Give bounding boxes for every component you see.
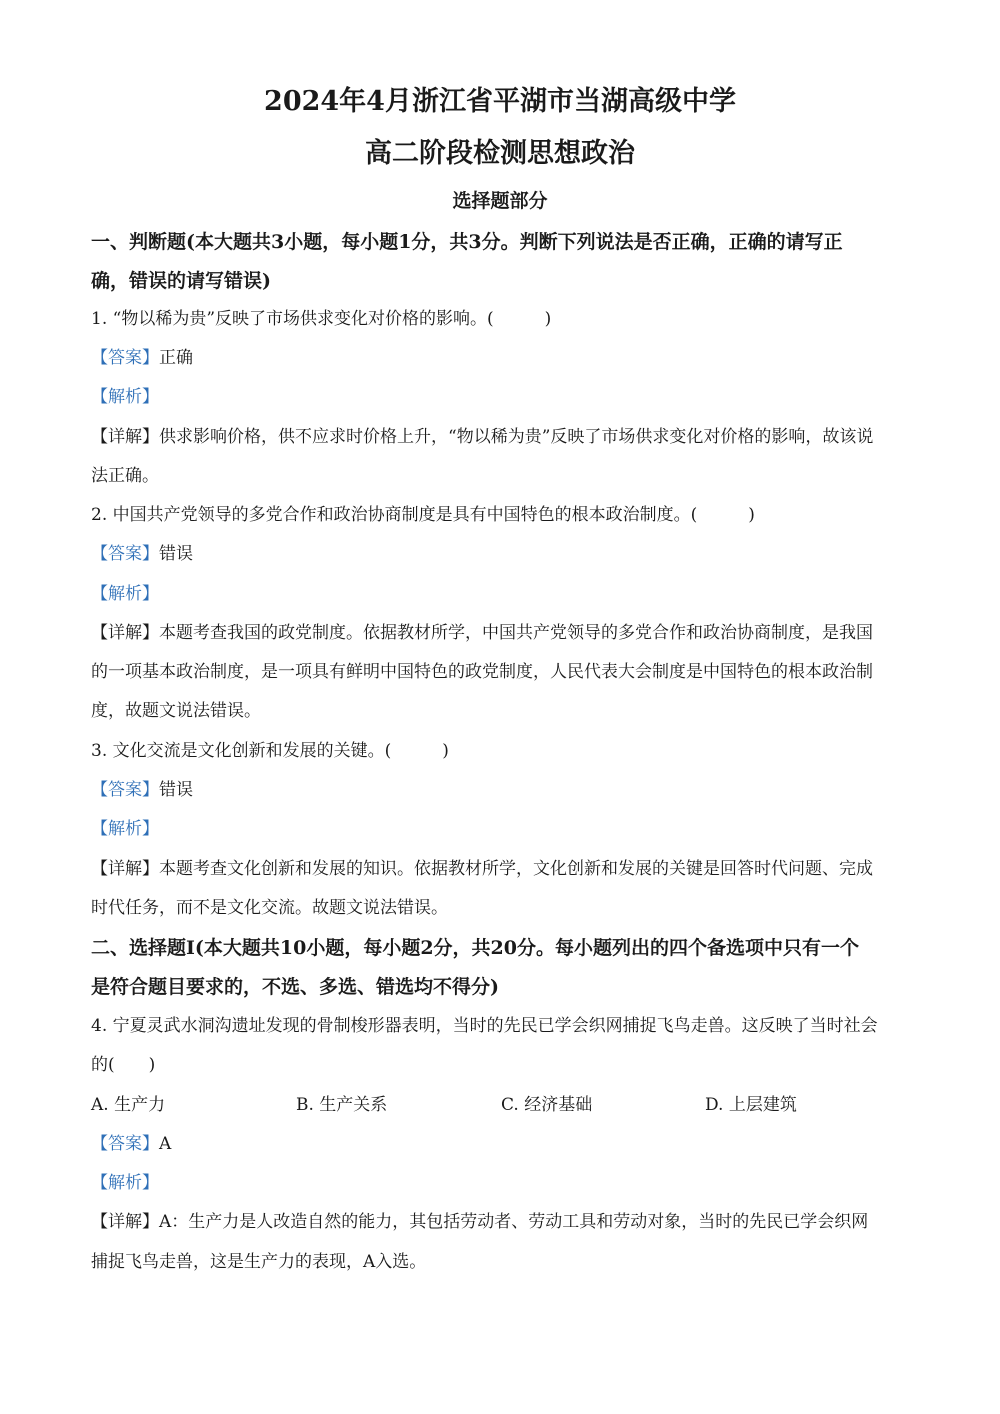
- answer-tag: 【答案】: [91, 1134, 159, 1154]
- q1-detail-text1: 供求影响价格，供不应求时价格上升，“物以稀为贵”反映了市场供求变化对价格的影响，故该说: [159, 427, 874, 447]
- answer-tag: 【答案】: [91, 544, 159, 564]
- q2-question: 2. 中国共产党领导的多党合作和政治协商制度是具有中国特色的根本政治制度。( ): [91, 505, 755, 525]
- section1-heading-line2: 确，错误的请写错误): [91, 270, 271, 292]
- q4-analysis: [91, 1164, 921, 1203]
- analysis-tag: 【解析】: [91, 584, 159, 604]
- section2-heading-line2: 是符合题目要求的，不选、多选、错选均不得分): [91, 976, 499, 998]
- q4-options: [91, 1090, 921, 1120]
- q1-answer-value: 正确: [159, 348, 193, 368]
- analysis-tag: 【解析】: [91, 387, 159, 407]
- exam-title-line1: 2024年4月浙江省平湖市当湖高级中学: [264, 86, 736, 117]
- q3-analysis: [91, 810, 921, 849]
- part-subtitle: 选择题部分: [452, 190, 548, 212]
- q2-detail-text1: 本题考查我国的政党制度。依据教材所学，中国共产党领导的多党合作和政治协商制度，是我国: [159, 623, 873, 643]
- q4-option-b: B. 生产关系: [296, 1095, 388, 1115]
- q1-detail-line1: [91, 418, 921, 457]
- q4-option-d: D. 上层建筑: [705, 1095, 797, 1115]
- q3-question: 3. 文化交流是文化创新和发展的关键。( ): [91, 741, 449, 761]
- q2-detail-line3: 度，故题文说法错误。: [91, 701, 261, 721]
- q4-answer-value: A: [159, 1134, 172, 1154]
- q3-answer-value: 错误: [159, 780, 193, 800]
- exam-title-line2: 高二阶段检测思想政治: [365, 138, 635, 169]
- q1-analysis: [91, 378, 921, 417]
- detail-tag: 【详解】: [91, 1212, 159, 1232]
- answer-tag: 【答案】: [91, 780, 159, 800]
- q4-detail-text1: A：生产力是人改造自然的能力，其包括劳动者、劳动工具和劳动对象，当时的先民已学会织网: [159, 1212, 869, 1232]
- q2-detail-line1: [91, 614, 921, 653]
- detail-tag: 【详解】: [91, 859, 159, 879]
- detail-tag: 【详解】: [91, 427, 159, 447]
- analysis-tag: 【解析】: [91, 819, 159, 839]
- q2-answer: [91, 535, 921, 574]
- q2-answer-value: 错误: [159, 544, 193, 564]
- q3-detail-line2: 时代任务，而不是文化交流。故题文说法错误。: [91, 898, 448, 918]
- q1-detail-line2: 法正确。: [91, 466, 159, 486]
- q4-answer: [91, 1125, 921, 1164]
- q3-detail-line1: [91, 850, 921, 889]
- q4-detail-line1: [91, 1203, 921, 1242]
- detail-tag: 【详解】: [91, 623, 159, 643]
- q3-answer: [91, 771, 921, 810]
- q3-detail-text1: 本题考查文化创新和发展的知识。依据教材所学，文化创新和发展的关键是回答时代问题、完成: [159, 859, 873, 879]
- q4-option-a: A. 生产力: [91, 1095, 166, 1115]
- q4-question-line2: 的( ): [91, 1055, 156, 1075]
- section2-heading-line1: 二、选择题Ⅰ(本大题共10小题，每小题2分，共20分。每小题列出的四个备选项中只有一个: [91, 937, 859, 959]
- answer-tag: 【答案】: [91, 348, 159, 368]
- q1-answer: [91, 339, 921, 378]
- section1-heading-line1: 一、判断题(本大题共3小题，每小题1分，共3分。判断下列说法是否正确，正确的请写正: [91, 231, 843, 253]
- analysis-tag: 【解析】: [91, 1173, 159, 1193]
- q1-question: 1. “物以稀为贵”反映了市场供求变化对价格的影响。( ): [91, 309, 552, 329]
- q4-option-c: C. 经济基础: [501, 1095, 593, 1115]
- q4-question-line1: 4. 宁夏灵武水洞沟遗址发现的骨制梭形器表明，当时的先民已学会织网捕捉飞鸟走兽。这反映了当时社会: [91, 1016, 878, 1036]
- q2-analysis: [91, 575, 921, 614]
- q4-detail-line2: 捕捉飞鸟走兽，这是生产力的表现，A入选。: [91, 1252, 427, 1272]
- q2-detail-line2: 的一项基本政治制度，是一项具有鲜明中国特色的政党制度，人民代表大会制度是中国特色的根本政治制: [91, 662, 873, 682]
